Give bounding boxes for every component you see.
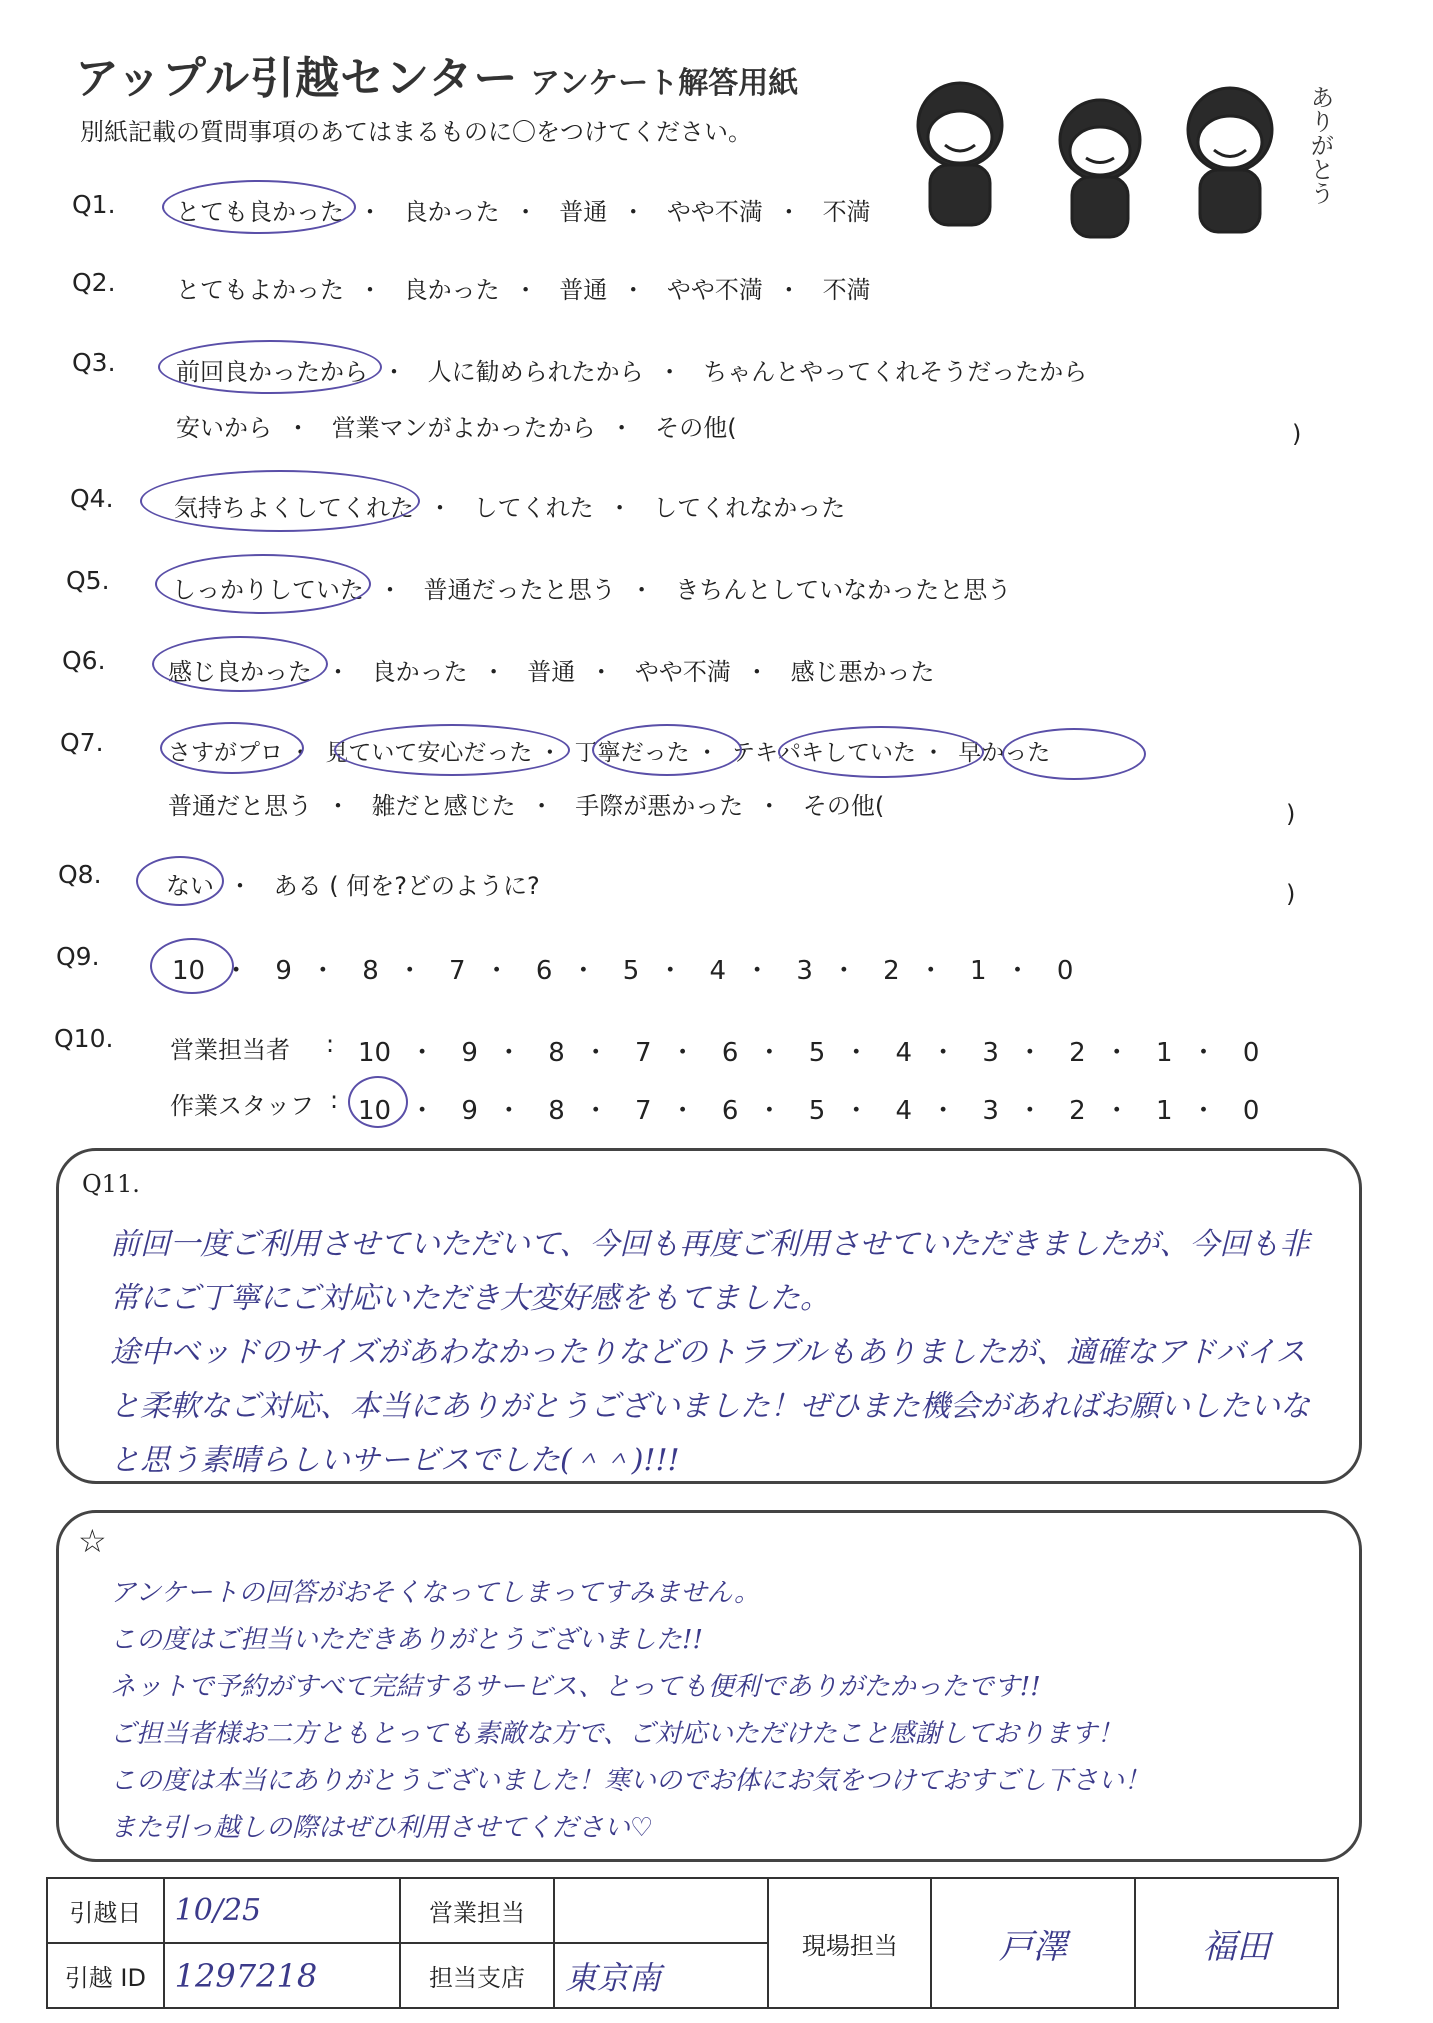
q5-label: Q5.	[66, 566, 110, 595]
q6-label: Q6.	[62, 646, 106, 675]
q1-option[interactable]: 不満	[822, 198, 871, 226]
q10-staff-score[interactable]: 7	[635, 1096, 652, 1126]
star-comment-line: また引っ越しの際はぜひ利用させてください♡	[110, 1813, 654, 1843]
q1-option[interactable]: 良かった	[403, 198, 500, 226]
star-handwritten-comment	[110, 1570, 1330, 1852]
q3-option[interactable]: 前回良かったから	[176, 358, 368, 386]
q8-close-paren: )	[1286, 880, 1296, 908]
q10-sales-score[interactable]: 2	[1069, 1038, 1086, 1068]
q11-comment-line: 途中ベッドのサイズがあわなかったりなどのトラブルもありましたが、適確なアドバイスと柔軟なご対応、本当にありがとうございました！ぜひまた機会があればお願いしたいなと思う素晴らしいサービスでした(＾＾)!!!	[110, 1335, 1310, 1478]
q6-option[interactable]: 感じ良かった	[168, 658, 312, 686]
q10-colon-2: :	[330, 1086, 339, 1114]
q7-option[interactable]: 雑だと感じた	[371, 792, 516, 820]
q10-sales-score[interactable]: 4	[895, 1038, 913, 1068]
q7-close-paren: )	[1286, 800, 1296, 828]
q11-comment-line: 前回一度ご利用させていただいて、今回も再度ご利用させていただきましたが、今回も非常にご丁寧にご対応いただき大変好感をもてました。	[110, 1227, 1310, 1316]
q9-score[interactable]: 7	[449, 956, 466, 986]
footer-info-table	[46, 1877, 1339, 2009]
star-comment-line: ご担当者様お二方ともとっても素敵な方で、ご対応いただけたこと感謝しております！	[110, 1719, 1123, 1749]
q3-option[interactable]: ちゃんとやってくれそうだったから	[703, 358, 1088, 386]
q8-options: ない ・ ある ( 何を?どのように?	[166, 866, 540, 901]
q5-option[interactable]: きちんとしていなかったと思う	[675, 576, 1012, 604]
q7-options-line2: 普通だと思う ・ 雑だと感じた ・ 手際が悪かった ・ その他(	[168, 786, 884, 821]
q10-sales-score[interactable]: 8	[548, 1038, 565, 1068]
q4-label: Q4.	[70, 484, 114, 513]
q7-label: Q7.	[60, 728, 104, 757]
q2-option[interactable]: 不満	[822, 276, 871, 304]
instruction-text: 別紙記載の質問事項のあてはまるものに〇をつけてください。	[80, 118, 752, 146]
q6-option[interactable]: 感じ悪かった	[790, 658, 935, 686]
q10-sales-score[interactable]: 1	[1156, 1038, 1173, 1068]
q10-label: Q10.	[54, 1024, 114, 1053]
q3-close-paren: )	[1292, 420, 1302, 448]
q7-options-line1: さすがプロ ・ 見ていて安心だった ・ 丁寧だった ・ テキパキしていた ・ 早かった	[168, 734, 1050, 767]
q1-option[interactable]: とても良かった	[176, 198, 344, 226]
sales-rep-value	[554, 1878, 769, 1943]
q9-score[interactable]: 10	[172, 956, 206, 986]
q1-options: とても良かった ・ 良かった ・ 普通 ・ やや不満 ・ 不満	[176, 192, 871, 227]
q10-staff-label: 作業スタッフ	[170, 1092, 314, 1120]
q11-label: Q11.	[82, 1170, 140, 1198]
q10-staff-score[interactable]: 1	[1156, 1096, 1173, 1126]
q1-option[interactable]: 普通	[559, 198, 608, 226]
q8-option[interactable]: ある ( 何を?どのように?	[273, 872, 540, 900]
q10-colon: :	[326, 1030, 335, 1058]
q3-options-line2: 安いから ・ 営業マンがよかったから ・ その他(	[176, 408, 737, 443]
q10-staff-score[interactable]: 0	[1242, 1096, 1260, 1126]
star-comment-line: この度は本当にありがとうございました！寒いのでお体にお気をつけておすごし下さい！	[110, 1766, 1151, 1796]
q6-option[interactable]: 普通	[527, 658, 576, 686]
q3-option[interactable]: 安いから	[176, 414, 272, 442]
q2-option[interactable]: 良かった	[403, 276, 500, 304]
q9-score[interactable]: 5	[622, 956, 640, 986]
company-name: アップル引越センター	[75, 53, 519, 104]
star-icon: ☆	[78, 1522, 107, 1560]
q1-option[interactable]: やや不満	[666, 198, 763, 226]
q5-option[interactable]: しっかりしていた	[172, 576, 364, 604]
move-id-label: 引越 ID	[47, 1943, 164, 2008]
q2-label: Q2.	[72, 268, 116, 297]
q7-option[interactable]: 普通だと思う	[168, 792, 312, 820]
q8-label: Q8.	[58, 860, 102, 889]
q10-staff-score[interactable]: 8	[548, 1096, 565, 1126]
q9-score[interactable]: 2	[883, 956, 900, 986]
q9-score[interactable]: 1	[970, 956, 987, 986]
q10-staff-score[interactable]: 5	[808, 1096, 826, 1126]
q1-label: Q1.	[72, 190, 116, 219]
branch-label: 担当支店	[400, 1943, 554, 2008]
q7-option[interactable]: さすがプロ	[168, 740, 283, 766]
q6-options: 感じ良かった ・ 良かった ・ 普通 ・ やや不満 ・ 感じ悪かった	[168, 652, 935, 687]
q7-option[interactable]: 丁寧だった	[574, 740, 690, 766]
q10-staff-score[interactable]: 3	[982, 1096, 999, 1126]
site-staff-label: 現場担当	[768, 1878, 931, 2008]
site-staff-2: 福田	[1135, 1878, 1338, 2008]
star-comment-line: アンケートの回答がおそくなってしまってすみません。	[110, 1578, 761, 1608]
q2-options: とてもよかった ・ 良かった ・ 普通 ・ やや不満 ・ 不満	[176, 270, 871, 305]
q7-option[interactable]: 見ていて安心だった	[325, 740, 533, 766]
q9-label: Q9.	[56, 942, 100, 971]
q5-options: しっかりしていた ・ 普通だったと思う ・ きちんとしていなかったと思う	[172, 570, 1011, 605]
q10-staff-score[interactable]: 6	[721, 1096, 739, 1126]
q7-option[interactable]: 早かった	[958, 740, 1051, 766]
q10-staff-score[interactable]: 9	[461, 1096, 478, 1126]
q2-option[interactable]: 普通	[559, 276, 608, 304]
q3-option[interactable]: その他(	[655, 414, 737, 442]
q10-sales-score[interactable]: 3	[982, 1038, 999, 1068]
q4-option[interactable]: してくれなかった	[653, 494, 846, 522]
star-comment-line: この度はご担当いただきありがとうございました!!	[110, 1625, 703, 1655]
q10-sales-label: 営業担当者	[170, 1036, 290, 1064]
q9-score[interactable]: 9	[275, 956, 292, 986]
q6-option[interactable]: やや不満	[634, 658, 731, 686]
q10-sales-score[interactable]: 10	[358, 1038, 392, 1068]
q6-option[interactable]: 良かった	[371, 658, 468, 686]
q10-staff-score[interactable]: 4	[895, 1096, 913, 1126]
q9-score[interactable]: 8	[362, 956, 379, 986]
q9-score[interactable]: 3	[796, 956, 813, 986]
mascot-illustration	[900, 55, 1350, 255]
q2-option[interactable]: やや不満	[666, 276, 763, 304]
q10-staff-score[interactable]: 2	[1069, 1096, 1086, 1126]
move-date-label: 引越日	[47, 1878, 164, 1943]
q3-label: Q3.	[72, 348, 116, 377]
q4-option[interactable]: してくれた	[473, 494, 594, 522]
q9-score[interactable]: 6	[535, 956, 553, 986]
q9-scale: 10 ・ 9 ・ 8 ・ 7 ・ 6 ・ 5 ・ 4 ・ 3 ・ 2 ・ 1 ・ 0	[172, 956, 1074, 986]
move-id-value: 1297218	[164, 1943, 400, 2008]
q10-staff-score[interactable]: 10	[358, 1096, 392, 1126]
q9-score[interactable]: 0	[1056, 956, 1074, 986]
mascot-thanks-text: ありがとう	[1306, 85, 1334, 205]
q8-option[interactable]: ない	[166, 872, 214, 900]
site-staff-1: 戸澤	[931, 1878, 1134, 2008]
q10-staff-scale: 10 ・ 9 ・ 8 ・ 7 ・ 6 ・ 5 ・ 4 ・ 3 ・ 2 ・ 1 ・ 0	[358, 1096, 1260, 1126]
q10-sales-score[interactable]: 0	[1242, 1038, 1260, 1068]
q4-option[interactable]: 気持ちよくしてくれた	[174, 494, 414, 522]
q3-option[interactable]: 人に勧められたから	[427, 358, 644, 386]
q11-handwritten-comment	[110, 1218, 1320, 1488]
q10-sales-score[interactable]: 5	[808, 1038, 826, 1068]
q10-sales-score[interactable]: 9	[461, 1038, 478, 1068]
move-date-value: 10/25	[164, 1878, 400, 1943]
q7-option[interactable]: その他(	[802, 792, 885, 820]
q9-score[interactable]: 4	[709, 956, 727, 986]
branch-value: 東京南	[554, 1943, 769, 2008]
form-title: アンケート解答用紙	[530, 66, 799, 101]
q7-option[interactable]: 手際が悪かった	[575, 792, 744, 820]
q2-option[interactable]: とてもよかった	[176, 276, 344, 304]
q5-option[interactable]: 普通だったと思う	[423, 576, 616, 604]
q10-sales-score[interactable]: 6	[721, 1038, 739, 1068]
q3-options-line1: 前回良かったから ・ 人に勧められたから ・ ちゃんとやってくれそうだったから	[176, 352, 1087, 387]
q10-sales-score[interactable]: 7	[635, 1038, 652, 1068]
sales-rep-label: 営業担当	[400, 1878, 554, 1943]
star-comment-line: ネットで予約がすべて完結するサービス、とっても便利でありがたかったです!!	[110, 1672, 1041, 1702]
q3-option[interactable]: 営業マンがよかったから	[331, 414, 596, 442]
q4-options: 気持ちよくしてくれた ・ してくれた ・ してくれなかった	[174, 488, 845, 523]
q7-option[interactable]: テキパキしていた	[731, 740, 916, 766]
q10-sales-scale: 10 ・ 9 ・ 8 ・ 7 ・ 6 ・ 5 ・ 4 ・ 3 ・ 2 ・ 1 ・ 0	[358, 1038, 1260, 1068]
